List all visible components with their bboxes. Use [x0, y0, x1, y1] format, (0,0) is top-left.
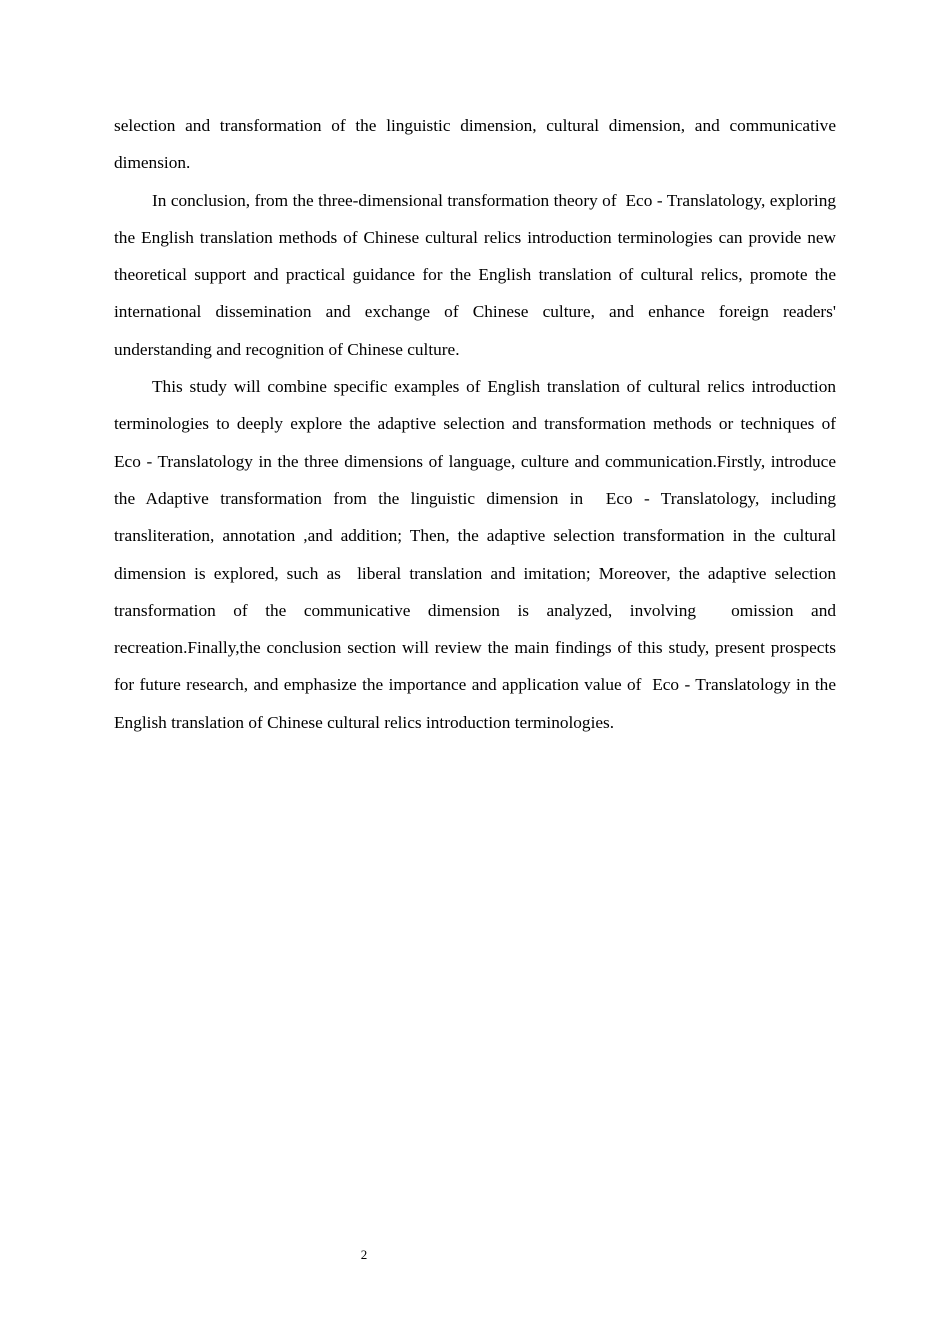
paragraph-study-outline: This study will combine specific examples of English translation of cultural relics introduction terminologies to deeply explore the adaptive selection and transformation methods or techniques of Eco - Translatology in the three dimensions of language, culture and communication.Firstly, introduce the Adaptive transformation from the linguistic dimension in Eco - Translatology, including transliteration, annotation ,and addition; Then, the adaptive selection transformation in the cultural dimension is explored, such as liberal translation and imitation; Moreover, the adaptive selection transformation of the communicative dimension is analyzed, involving omission and recreation.Finally,the conclusion section will review the main findings of this study, present prospects for future research, and emphasize the importance and application value of Eco - Translatology in the English translation of Chinese cultural relics introduction terminologies. [114, 377, 845, 732]
page-number: 2 [360, 1247, 368, 1262]
paragraph-conclusion: In conclusion, from the three-dimensional transformation theory of Eco - Translatology, exploring the English translation methods of Chinese cultural relics introduction terminologies can provide new theoretical support and practical guidance for the English translation of cultural relics, promote the international dissemination and exchange of Chinese culture, and enhance foreign readers' understanding and recognition of Chinese culture. [114, 190, 841, 359]
paragraph-continuation: selection and transformation of the linguistic dimension, cultural dimension, and communicative dimension. [114, 116, 841, 173]
body-text [114, 107, 845, 741]
